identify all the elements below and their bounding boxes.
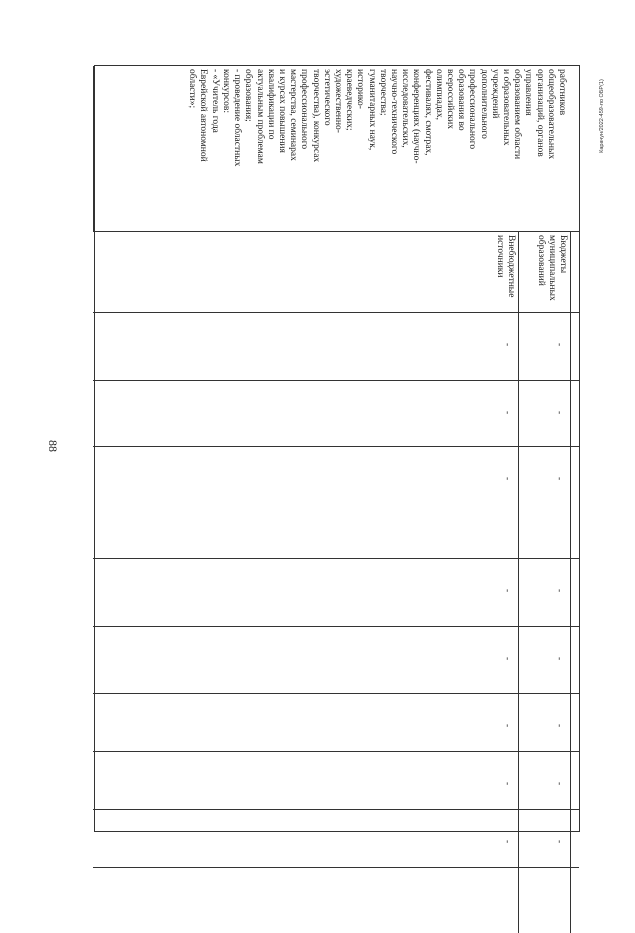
funding-source-extrabudgetary: Внебюджетные источники <box>93 232 518 313</box>
continuation-cell <box>570 868 579 933</box>
value-cell: - <box>93 313 518 381</box>
empty-cell <box>93 868 518 933</box>
funding-source-municipal: Бюджеты муниципальных образований <box>518 232 570 313</box>
value-cell: - <box>518 447 570 559</box>
value-cell: - <box>93 627 518 694</box>
funding-table <box>94 65 580 844</box>
value-cell: - <box>93 694 518 752</box>
value-cell: - <box>518 752 570 810</box>
value-cell: - <box>518 313 570 381</box>
continuation-cell <box>570 752 579 810</box>
value-cell: - <box>93 381 518 447</box>
value-cell: - <box>93 810 518 868</box>
value-cell: - <box>518 694 570 752</box>
continuation-cell <box>570 447 579 559</box>
document-registration-note: Карачун/2022-459-ло ОБР(1) <box>599 79 605 153</box>
rotated-table-container <box>94 65 580 844</box>
page-number: 88 <box>46 440 60 452</box>
empty-cell <box>518 868 570 933</box>
continuation-cell <box>570 559 579 627</box>
continuation-cell <box>570 381 579 447</box>
value-cell: - <box>518 810 570 868</box>
value-cell: - <box>93 559 518 627</box>
value-cell: - <box>93 752 518 810</box>
continuation-cell <box>570 313 579 381</box>
continuation-cell <box>570 232 579 313</box>
continuation-cell <box>570 627 579 694</box>
value-cell: - <box>518 381 570 447</box>
continuation-cell <box>570 694 579 752</box>
value-cell: - <box>518 627 570 694</box>
activity-description-cell: работников общеобразовательных организаций, органов управления образованием области и образовательных учреждений дополнительного профессионального образования во всероссийских олимпиадах, фестивалях, смотрах, конференциях (научно- исследовательских, научно-технического творчества; гуманитарных наук, историко- краеведческих; художественно- эстетического творчества), конкурсах профессионального мастерства, семинарах и курсах повышения квалификации по актуальным проблемам образования; - проведение областных конкурсов: - «Учитель года Еврейской автономной области»; <box>93 66 579 232</box>
continuation-cell <box>570 810 579 868</box>
value-cell: - <box>518 559 570 627</box>
value-cell: - <box>93 447 518 559</box>
